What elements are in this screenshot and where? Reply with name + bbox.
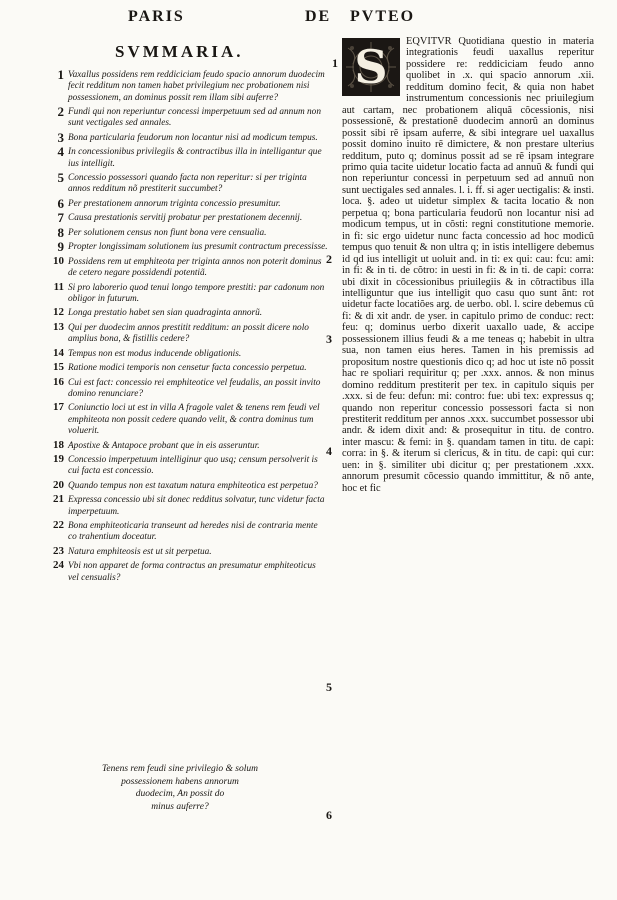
summary-entry [40,375,328,401]
summary-entry-text: Natura emphiteosis est ut sit perpetua. [68,546,212,557]
summary-entry-number: 2 [57,104,64,120]
summaria-closing [60,763,300,813]
summary-entry [40,346,328,360]
summary-entry [40,521,328,544]
text-paragraph: cur: uen: in §. similiter ubi dicitur q; per prestationem .xxx. annorum presumit cõcessio quando immittitur, & nõ ante, hoc et fic [342,448,594,494]
summary-entry-number: 10 [53,254,64,267]
summary-entry-text: Coniunctio loci ut est in villa A fragole valet & tenens rem feudi vel emphiteota non possit cedere quando velit, & contra dominus tum voluerit. [68,403,320,437]
summary-entry [40,438,328,452]
summary-entry-number: 11 [53,280,64,293]
summary-entry-text: Ratione modici temporis non censetur facta concessio perpetua. [68,363,307,374]
summary-entry-text: Concessio possessori quando facta non reperitur: si per triginta annos redditum nõ prestiterit succumbet? [68,173,307,195]
summary-entry-text: Fundi qui non reperiuntur concessi imperpetuum sed ad annum non sunt vectigales sed annales. [68,107,321,129]
summary-entry-number: 21 [53,493,64,506]
summary-entry-text: Per prestationem annorum triginta concessio presumitur. [68,198,281,209]
summary-entry [40,239,328,255]
summary-entry-text: Qui per duodecim annos prestitit redditum: an possit dicere nolo amplius bona, & fistillis cedere? [68,322,309,345]
summaria-list [40,67,328,587]
main-text [342,36,594,494]
summary-entry-number: 14 [53,346,64,359]
margin-number: 3 [326,332,332,346]
summary-entry-number: 18 [53,438,64,451]
summary-entry-number: 13 [53,320,64,333]
summary-entry [40,170,328,196]
summary-entry-number: 20 [53,478,64,491]
summary-entry [40,104,328,130]
closing-line: possessionem habens annorum [121,776,239,787]
header-right: PVTEO [350,8,416,25]
summary-entry-text: Quando tempus non est taxatum natura emphiteotica est perpetua? [68,480,318,491]
summary-entry-number: 17 [53,401,64,414]
summary-entry [40,129,328,145]
text-paragraph: & tacita locatio & non perpetua q; bona particularia feudorũ non locantur nisi ad modicum tempus, ut in cõsti: regni constitutione memorie. in fi: sic ergo uidetur nunc facta concessio ad hoc modicũ tempus quo tenuit & non ultra q; in istis intelligere debemus id qd ius intelligit ut uoluit and. in ti: ex qui: cau: fcu: ami: in fi: & in ti. de cõtro: in [342,196,594,277]
summary-entry [40,363,328,374]
summary-entry-text: Longa prestatio habet sen sian quadraginta annorũ. [68,308,263,319]
summary-entry [40,195,328,211]
summary-entry [40,544,328,558]
summary-entry-text: Cui est fact: concessio rei emphiteotice vel feudalis, an possit invito domino renunciare? [68,377,321,399]
margin-number: 5 [326,680,332,694]
dropcap-letter: S [354,40,388,94]
summary-entry-number: 6 [57,195,64,211]
summary-entry-number: 12 [53,306,64,319]
summary-entry-number: 9 [57,239,64,255]
summary-entry-number: 7 [57,210,64,226]
ornamental-dropcap [342,38,400,96]
closing-line: Tenens rem feudi sine privilegio & solum [101,764,259,774]
text-paragraph: EQVITVR Quotidiana questio in materia integrationis feudi uaxallus reperitur possidere re: reddiciciam feudo anno quolibet in .x. qui spacio annorum .xii. redditum domino fecit, & quia non habet instrumentum concessionis nec priuilegium aut cartam, nec probationem aliquã cõcessionis, nisi possessionẽ, & prestationẽ duodecim annorũ an dominus possit sibi rẽ ipsam auferre, & sibi integrare uel uaxallus possit domino inuito rẽ dimictere, & non prestare ulterius redditum, puto q; dominus possit ad se rẽ ipsam [342,36,594,162]
summary-entry-number: 5 [57,170,64,186]
summary-entry-text: Bona particularia feudorum non locantur nisi ad modicum tempus. [68,132,318,143]
summary-entry-text: Si pro laborerio quod tenui longo tempore prestiti: par cadonum non obligor in futurum. [68,282,325,304]
summary-entry-text: Bona emphiteoticaria transeunt ad heredes nisi de contraria mente co trahentium doceatur. [68,521,318,543]
header-center: DE [305,8,332,25]
margin-number: 2 [326,252,332,266]
summary-entry-text: Expressa concessio ubi sit donec redditus solvatur, tunc videtur facta imperpetuum. [68,495,325,517]
running-header [0,8,617,28]
margin-number: 1 [332,56,338,70]
margin-number: 6 [326,808,332,822]
closing-line: minus auferre? [151,801,209,812]
summary-entry-text: Per solutionem census non fiunt bona vere censualia. [68,227,267,238]
text-paragraph: uesti in fi: & in ti. de capi: corra: ubi dixit in cõcessionibus priuilegiis & in cõtractibus illa intelliguntur que ius intelligit quo casu quo sunt ãnt: rot uidetur facte locatiões arg. de uerbo. obl. l. scire debemus cũ fi: & di xit andr. de yser. in capitulo primo de conduc: rect: feu: q; dominus uerbo dixerit uaxallo uade, & accipe possessionem illius feudi & a me teneas q; habebit in ultra sua, non tamen eius heres. Tamen in his premissis ad propositum nostre questionis dico q; ad hoc ut iste nõ possit hac re spoliari requiritur q; per .xxx. annos. & non minus domino redditum prestiterit per tex. in capitulo siquis per .xxx. si de feu: defun: mi: contro: fue: ubi tex: expressus q; quando non reperitur concessio possessori facta si non prestiterit redditum per annos .xxx. succumbet possessor ubi andr. & idem dixit and: & prosequitur in titu. de contro. inter mascu: & femi: in §. quandam tamen in titu. de capi: corra: in §. & iterum si clericus, & in titu. de capi: qui [342,265,594,460]
summary-entry-number: 15 [53,361,64,374]
summary-entry-number: 16 [53,375,64,388]
text-paragraph: integrare primo quia tacite uidetur locatio facta ad annuũ & fundi qui non reperiuntur concessi in perpetuum sed ad annuũ non sunt uectigales sed annales. l. i. ff. si ager uectigalis: & insti. loca. §. adeo ut uidetur simplex [342,150,594,208]
summary-entry [40,254,328,280]
summary-entry [40,452,328,478]
summaria-title: SVMMARIA. [115,42,244,61]
summary-entry-text: In concessionibus privilegiis & contractibus illa in intelligantur que ius intelligit. [68,147,322,169]
summary-entry [40,210,328,226]
summary-entry-text: Vbi non apparet de forma contractus an presumatur emphiteoticus vel censualis? [68,561,316,583]
summary-entry-number: 8 [57,224,64,240]
summary-entry [40,308,328,319]
closing-line: duodecim, An possit do [135,789,225,799]
summary-entry-text: Causa prestationis servitij probatur per prestationem decennij. [68,213,303,224]
summary-entry [40,403,328,437]
summary-entry-number: 23 [53,544,64,557]
summary-entry-number: 24 [53,559,64,572]
summary-entry-number: 22 [53,519,64,532]
summary-entry-text: Tempus non est modus inducende obligationis. [68,348,242,359]
summary-entry-text: Apostixe & Antapoce probant que in eis asseruntur. [68,440,260,451]
margin-number: 4 [326,444,332,458]
summary-entry [40,67,328,104]
summary-entry-text: Propter longissimam solutionem ius presumit contractum precessisse. [68,242,328,253]
summary-entry [40,144,328,170]
summary-entry [40,320,328,346]
summary-entry-number: 3 [57,129,64,145]
summary-entry-text: Vaxallus possidens rem reddiciciam feudo spacio annorum duodecim fecit redditum non tamen habet privilegium nec probationem nisi possessionem, an dominus possit rem illam sibi auferre? [68,70,325,103]
main-text-column [342,36,594,494]
summary-entry-number: 19 [53,452,64,465]
summary-entry [40,280,328,306]
summary-entry-number: 4 [57,144,64,160]
summary-entry [40,478,328,492]
summary-entry-number: 1 [57,67,64,82]
summary-entry [40,224,328,240]
summary-entry-text: Possidens rem ut emphiteota per triginta annos non poterit dominus de cetero negare possidendi potentiã. [68,256,322,279]
summary-entry [40,561,328,584]
header-left: PARIS [128,8,185,25]
summary-entry-text: Concessio imperpetuum intelliginur quo usq; censum persolverit is cui facta est concessio. [68,454,318,477]
summary-entry [40,495,328,518]
